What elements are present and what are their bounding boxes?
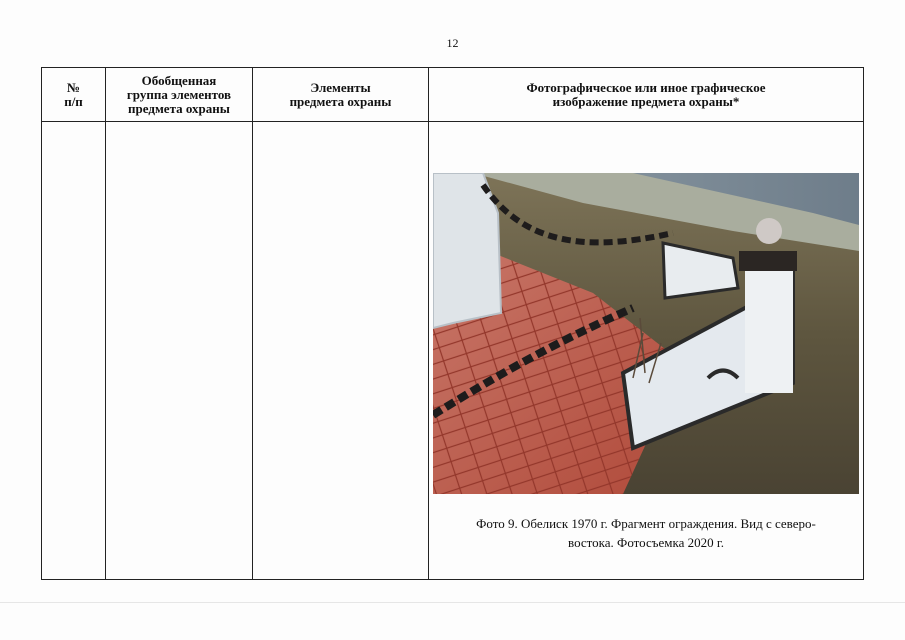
- header-number: [42, 68, 105, 121]
- header-elements-text: Элементы предмета охраны: [289, 79, 392, 109]
- header-element-group-text: Обобщенная группа элементов предмета охраны: [126, 72, 232, 116]
- obelisk-fence-photo: [433, 173, 859, 494]
- column-divider: [428, 68, 429, 579]
- fence-photo-illustration: [433, 173, 859, 494]
- header-divider: [42, 121, 863, 122]
- column-divider: [105, 68, 106, 579]
- header-image-text: Фотографическое или иное графическое изображение предмета охраны*: [526, 79, 766, 109]
- column-divider: [252, 68, 253, 579]
- header-image: [429, 68, 863, 121]
- header-elements: [253, 68, 428, 121]
- header-number-text: № п/п: [64, 79, 83, 109]
- header-element-group: [106, 68, 252, 121]
- scan-edge: [0, 602, 905, 603]
- photo-caption: Фото 9. Обелиск 1970 г. Фрагмент ограждения. Вид с северо- востока. Фотосъемка 2020 г.: [476, 516, 816, 550]
- page-number: 12: [446, 36, 459, 50]
